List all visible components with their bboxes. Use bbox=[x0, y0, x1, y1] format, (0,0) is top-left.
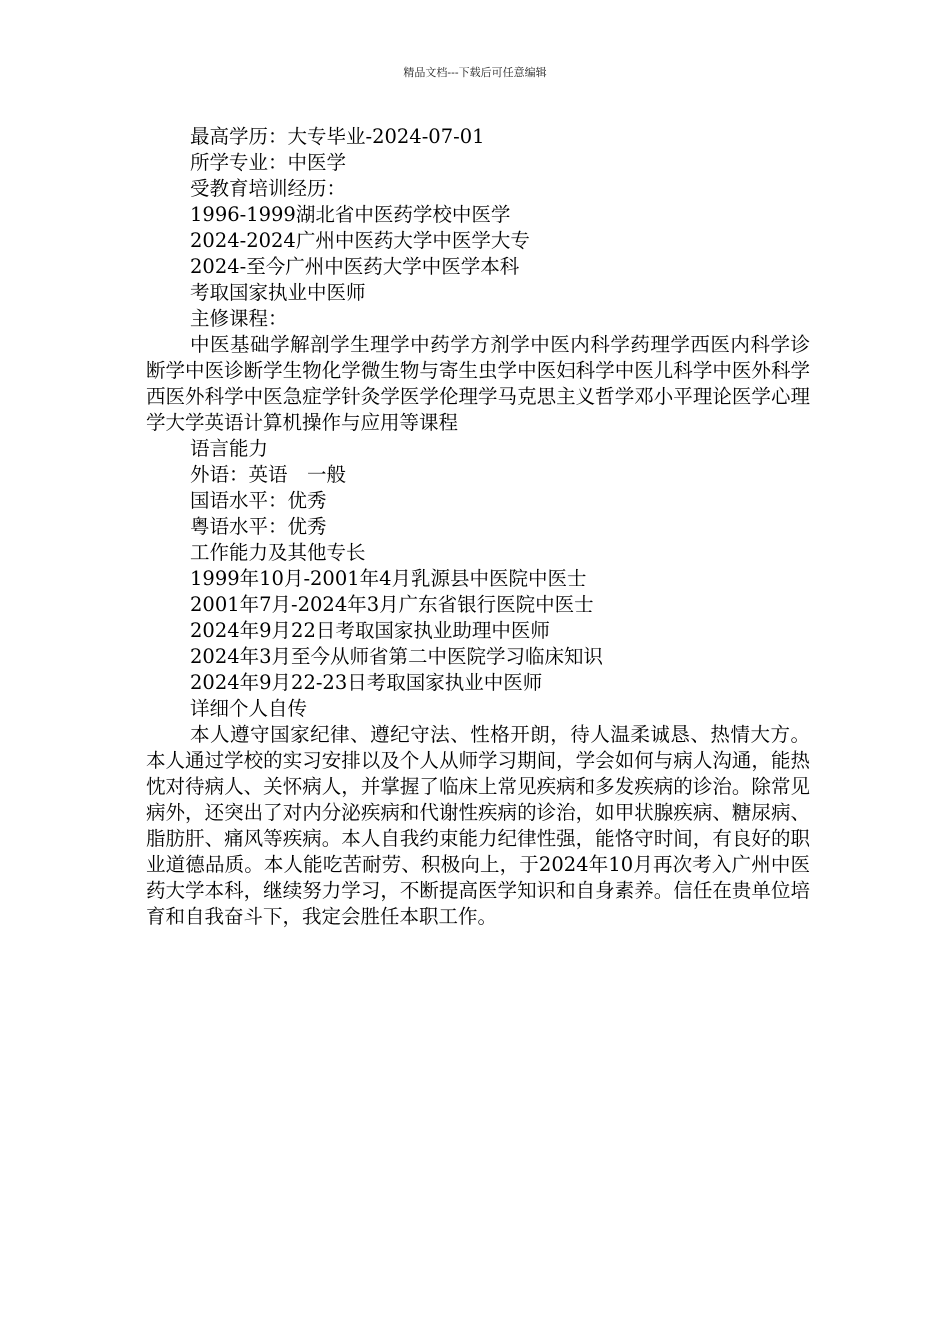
autobiography-paragraph: 本人遵守国家纪律、遵纪守法、性格开朗，待人温柔诚恳、热情大方。本人通过学校的实习安排以及个人从师学习期间，学会如何与病人沟通，能热忱对待病人、关怀病人，并掌握了临床上常见疾病和多发疾病的诊治。除常见病外，还突出了对内分泌疾病和代谢性疾病的诊治，如甲状腺疾病、糖尿病、脂肪肝、痛风等疾病。本人自我约束能力纪律性强，能恪守时间，有良好的职业道德品质。本人能吃苦耐劳、积极向上，于2024年10月再次考入广州中医药大学本科，继续努力学习，不断提高医学知识和自身素养。信任在贵单位培育和自我奋斗下，我定会胜任本职工作。 bbox=[146, 723, 810, 928]
training-item: 1996-1999湖北省中医药学校中医学 bbox=[190, 203, 511, 226]
training-heading: 受教育培训经历： bbox=[190, 177, 347, 200]
autobiography-heading: 详细个人自传 bbox=[190, 697, 308, 720]
mandarin-level: 国语水平：优秀 bbox=[190, 489, 327, 512]
foreign-language: 外语：英语 一般 bbox=[190, 463, 347, 486]
cantonese-level: 粤语水平：优秀 bbox=[190, 515, 327, 538]
education-level: 最高学历：大专毕业-2024-07-01 bbox=[190, 125, 485, 148]
training-item: 2024-至今广州中医药大学中医学本科 bbox=[190, 255, 520, 278]
training-item: 2024-2024广州中医药大学中医学大专 bbox=[190, 229, 530, 252]
major: 所学专业：中医学 bbox=[190, 151, 347, 174]
work-heading: 工作能力及其他专长 bbox=[190, 541, 366, 564]
courses-paragraph: 中医基础学解剖学生理学中药学方剂学中医内科学药理学西医内科学诊断学中医诊断学生物化学微生物与寄生虫学中医妇科学中医儿科学中医外科学西医外科学中医急症学针灸学医学伦理学马克思主义哲学邓小平理论医学心理学大学英语计算机操作与应用等课程 bbox=[146, 333, 810, 434]
document-body bbox=[146, 124, 810, 930]
training-item: 考取国家执业中医师 bbox=[190, 281, 366, 304]
language-heading: 语言能力 bbox=[190, 437, 269, 460]
work-item: 2024年9月22日考取国家执业助理中医师 bbox=[190, 619, 550, 642]
work-item: 2024年3月至今从师省第二中医院学习临床知识 bbox=[190, 645, 604, 668]
work-item: 1999年10月-2001年4月乳源县中医院中医士 bbox=[190, 567, 587, 590]
page-header: 精品文档---下载后可任意编辑 bbox=[403, 66, 547, 79]
courses-heading: 主修课程： bbox=[190, 307, 288, 330]
work-item: 2024年9月22-23日考取国家执业中医师 bbox=[190, 671, 543, 694]
work-item: 2001年7月-2024年3月广东省银行医院中医士 bbox=[190, 593, 594, 616]
